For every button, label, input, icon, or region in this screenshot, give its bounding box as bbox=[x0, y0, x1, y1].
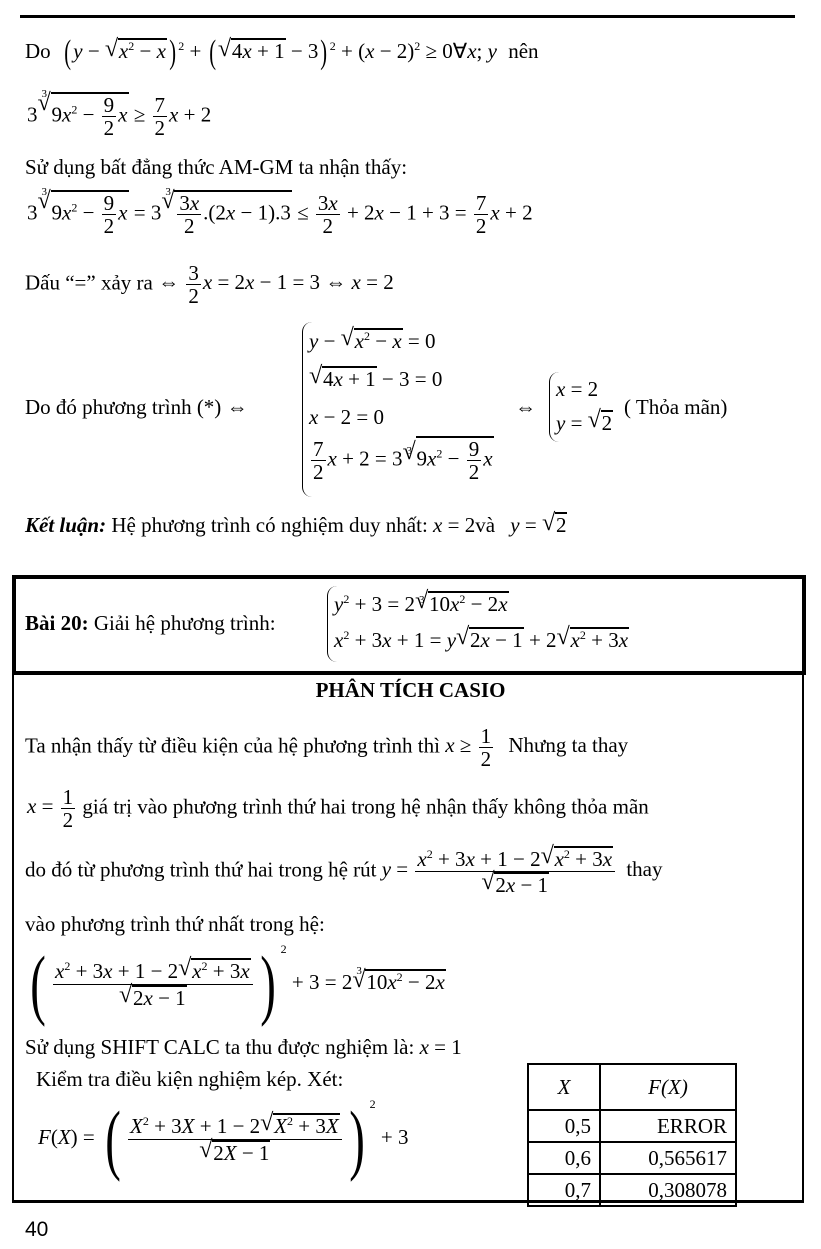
shift-math: x = 1 bbox=[419, 1035, 462, 1059]
equality-text: Dấu “=” xảy ra bbox=[25, 270, 153, 295]
system-line-4: $\frac{7}{2}$ x + 2 = 3 √ 3 $9x^2$ − $\frac{9}{2}$ x bbox=[309, 436, 494, 483]
result-x: x = 2 bbox=[556, 377, 599, 401]
result-system bbox=[549, 372, 613, 442]
conclusion-y: y = √ 2 bbox=[510, 513, 567, 537]
shift-calc-line bbox=[25, 1035, 462, 1060]
system-line-1: y − √ $x^2 - x = 0$ bbox=[309, 322, 494, 360]
system-line-3: x − 2 = 0 bbox=[309, 405, 385, 429]
problem-eq-2: $x^2 + 3x + 1 = y$ √ 2x − 1 + 2 √ $x^2 + 3x$ bbox=[334, 622, 629, 658]
conclusion-x: x = 2 bbox=[433, 513, 476, 537]
p3-math: y = $x^2 + 3x + 1 - 2$ √ $x^2 + 3x$ √ 2x − 1 bbox=[382, 857, 617, 881]
conclusion-text: Hệ phương trình có nghiệm duy nhất: bbox=[111, 513, 428, 537]
equality-line bbox=[25, 262, 394, 307]
table-row bbox=[528, 1110, 736, 1142]
fx-definition: F(X) = ( $X^2 + 3X + 1 - 2$ √ $X^2 + 3X$ √ 2X − 1 ) $^2$ + 3 bbox=[38, 1100, 409, 1178]
conclusion-and: và bbox=[475, 513, 496, 537]
problem-eq-1: $y^2 + 3 = 2$ √ 3 $10x^2 - 2x$ bbox=[334, 586, 629, 622]
p2-text: giá trị vào phương trình thứ hai trong hệ nhận thấy không thỏa mãn bbox=[82, 794, 649, 819]
problem-text: Giải hệ phương trình: bbox=[93, 611, 276, 635]
table-row bbox=[528, 1174, 736, 1206]
equiv-arrow: ⇔ bbox=[515, 395, 536, 419]
amgm-text: Sử dụng bất đẳng thức AM-GM ta nhận thấy: bbox=[25, 155, 408, 179]
problem-statement bbox=[25, 611, 276, 636]
analysis-p2 bbox=[27, 786, 649, 831]
math-sum-squares: ( y − √ $x^2 - x$) $^2$ + ( √ 4x + 1 − 3) $^2 + (x - 2)^2$ ≥ 0∀x; y bbox=[62, 39, 502, 63]
system-equations bbox=[302, 322, 494, 497]
system-line-2: √ 4x + 1 − 3 = 0 bbox=[309, 360, 494, 398]
p1-text-a: Ta nhận thấy từ điều kiện của hệ phương trình thì bbox=[25, 733, 440, 758]
table-row bbox=[528, 1142, 736, 1174]
header-fx: F(X) bbox=[600, 1064, 736, 1110]
fx-value-table bbox=[527, 1063, 737, 1207]
p3-text: do đó từ phương trình thứ hai trong hệ rút bbox=[25, 857, 377, 882]
check-text: Kiểm tra điều kiện nghiệm kép. Xét: bbox=[36, 1067, 344, 1091]
substituted-equation: ( $x^2 + 3x + 1 - 2$ √ $x^2 + 3x$ √ 2x − 1 ) $^2$ + 3 = 2 √ 3 $10x^2 - 2x$ bbox=[25, 945, 446, 1023]
cell-x: 0,6 bbox=[528, 1142, 600, 1174]
analysis-p3 bbox=[25, 846, 662, 897]
shift-text: Sử dụng SHIFT CALC ta thu được nghiệm là: bbox=[25, 1035, 415, 1059]
top-rule bbox=[20, 15, 795, 18]
equality-math: ⇔ $\frac{3}{2}$ x = 2x − 1 = 3 ⇔ x = 2 bbox=[158, 261, 394, 309]
p2-math: x = $\frac{1}{2}$ bbox=[27, 785, 74, 833]
cell-x: 0,7 bbox=[528, 1174, 600, 1206]
system-prefix: Do đó phương trình (*) ⇔ bbox=[25, 395, 248, 419]
cell-fx: ERROR bbox=[600, 1110, 736, 1142]
text-do: Do bbox=[25, 38, 51, 63]
analysis-p4: vào phương trình thứ nhất trong hệ: bbox=[25, 912, 325, 936]
amgm-math: 3 √ 3 $9x^2$ − $\frac{9}{2}$ x = 3 √ 3 $\frac{3x}{2}$ .(2x − 1).3 ≤ $\frac{3x}{2}$ + 2x − 1 + 3 = $\frac{7}{2}$ x + 2 bbox=[27, 190, 533, 237]
cell-fx: 0,308078 bbox=[600, 1174, 736, 1206]
result-note: ( Thỏa mãn) bbox=[624, 395, 728, 419]
system-prefix-text: Do đó phương trình (*) bbox=[25, 395, 222, 419]
table-header-row bbox=[528, 1064, 736, 1110]
inequality-line-1 bbox=[25, 36, 539, 70]
conclusion-label: Kết luận: bbox=[25, 513, 107, 537]
cell-x: 0,5 bbox=[528, 1110, 600, 1142]
page-number: 40 bbox=[25, 1218, 49, 1241]
analysis-p1 bbox=[25, 725, 628, 770]
p1-math: x ≥ $\frac{1}{2}$ bbox=[445, 724, 492, 772]
inequality-line-2: 3 √ 3 $9x^2$ − $\frac{9}{2}$ x ≥ $\frac{7}{2}$ x + 2 bbox=[27, 92, 211, 139]
problem-label: Bài 20: bbox=[25, 611, 89, 635]
problem-system bbox=[327, 586, 629, 662]
cell-fx: 0,565617 bbox=[600, 1142, 736, 1174]
p1-text-b: Nhưng ta thay bbox=[508, 733, 629, 758]
header-x: X bbox=[528, 1064, 600, 1110]
conclusion-line bbox=[25, 512, 567, 538]
analysis-heading: PHÂN TÍCH CASIO bbox=[315, 678, 506, 702]
p3-after: thay bbox=[626, 857, 663, 882]
text-nen: nên bbox=[508, 38, 539, 63]
result-y: y = √ 2 bbox=[556, 406, 613, 440]
